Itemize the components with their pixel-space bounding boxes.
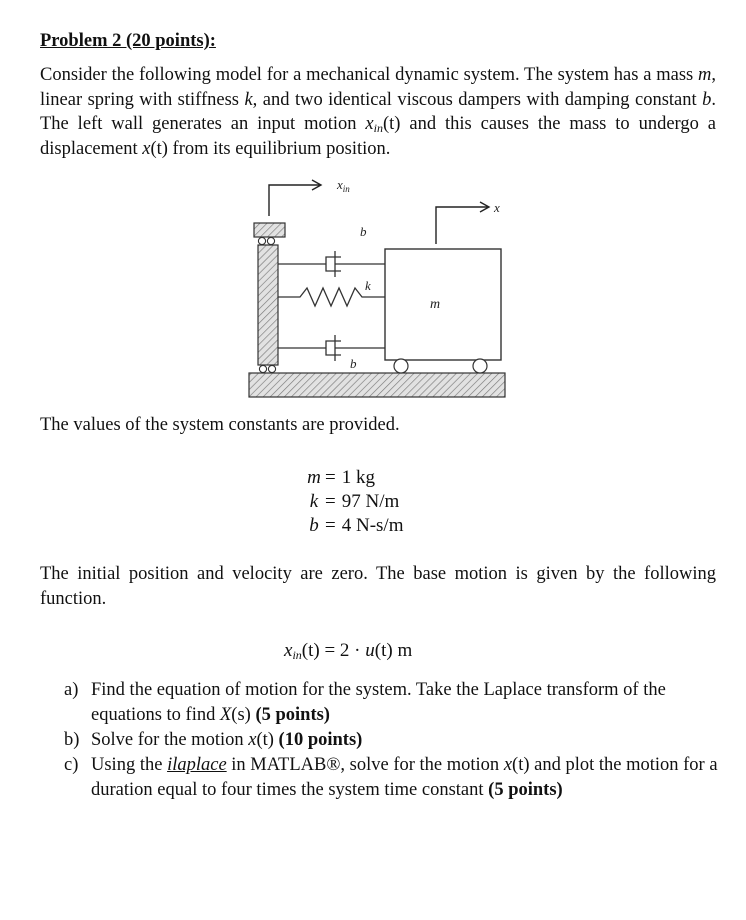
ground (249, 373, 505, 397)
wall-top-roller-right (267, 237, 274, 244)
ilaplace-link[interactable]: ilaplace (167, 755, 227, 775)
part-a: a) Find the equation of motion for the system. Take the Laplace transform of the equations to find X(s) (5 points) (64, 680, 666, 725)
wall-bottom-roller-left (259, 365, 266, 372)
constant-k: k = 97 N/m (309, 491, 400, 512)
top-damper (278, 251, 385, 277)
input-arrow (269, 180, 321, 216)
intro-var-xin: x (365, 114, 374, 134)
wall-top-roller-left (258, 237, 265, 244)
intro-text-4: . The left wall generates an input motion (40, 89, 716, 134)
m-label: m (430, 297, 441, 312)
intro-var-k: k (244, 89, 253, 110)
intro-paragraph (40, 63, 716, 161)
b-top-label: b (360, 224, 367, 239)
intro-text-5: and this causes the mass to undergo a displacement (40, 114, 716, 159)
part-c: c) Using the ilaplace in MATLAB®, solve for the motion x(t) and plot the motion for a duration equal to four times the system time constant (5 points) (64, 755, 718, 800)
k-label: k (365, 278, 371, 293)
b-bottom-label: b (350, 356, 357, 371)
x-label: x (494, 200, 500, 215)
constants-equations (307, 466, 403, 538)
intro-text-1: Consider the following model for a mechanical dynamic system. The system has a mass (40, 65, 698, 85)
intro-var-xin-arg: (t) (382, 114, 401, 134)
intro-var-x: x (142, 138, 151, 159)
mass-block (385, 249, 501, 360)
intro-text-2: , linear spring with stiffness (40, 65, 716, 110)
mechanical-system-diagram (240, 172, 510, 404)
xin-label: $x_{in}$ (337, 177, 350, 194)
bottom-damper (278, 335, 385, 361)
intro-text-6: from its equilibrium position. (167, 138, 391, 159)
intro-text-3: , and two identical viscous dampers with damping constant (252, 89, 703, 110)
question-parts (64, 678, 724, 803)
wall-bottom-roller-right (268, 365, 275, 372)
constant-m: m = 1 kg (307, 467, 375, 488)
values-paragraph: The values of the system constants are provided. (40, 415, 400, 435)
base-motion-equation: $x_{in}(t) = 2 \cdot u(t)$ m (284, 640, 413, 662)
output-arrow (436, 202, 489, 244)
mass-wheel-right (473, 359, 487, 373)
problem-title: Problem 2 (20 points): (40, 31, 216, 51)
moving-wall (258, 245, 278, 365)
intro-var-x-arg: (t) (150, 138, 168, 159)
initial-paragraph: The initial position and velocity are zero. The base motion is given by the following function. (40, 564, 716, 609)
intro-var-b: b (702, 89, 712, 110)
intro-var-m: m (698, 65, 712, 85)
constant-b: b = 4 N-s/m (309, 515, 404, 536)
mass-wheel-left (394, 359, 408, 373)
part-b: b) Solve for the motion x(t) (10 points) (64, 730, 363, 750)
wall-cap (254, 223, 285, 237)
intro-var-xin-sub: in (373, 121, 383, 135)
